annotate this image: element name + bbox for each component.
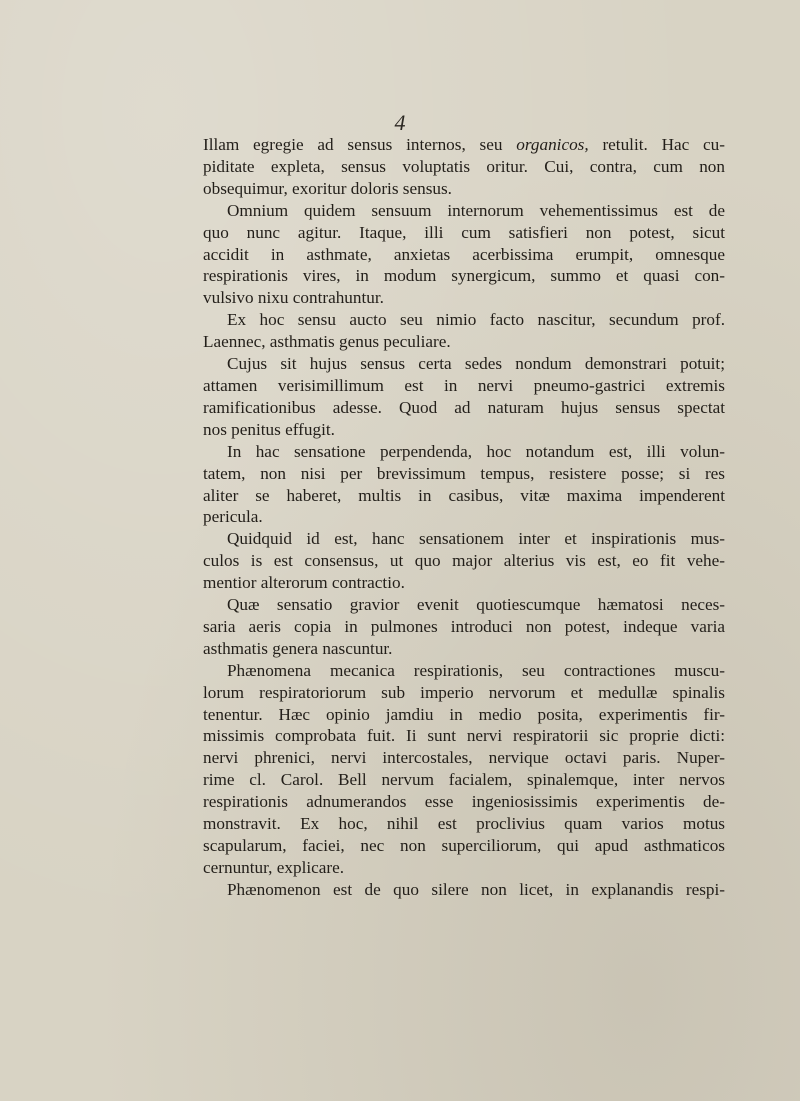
text-line: Laennec, asthmatis genus peculiare. (203, 332, 451, 352)
text-line: tatem, non nisi per brevissimum tempus, resistere posse; si res (203, 463, 725, 483)
text-line: respirationis vires, in modum synergicum, summo et quasi con- (203, 266, 725, 286)
text-line: missimis comprobata fuit. Ii sunt nervi respiratorii sic proprie dicti: (203, 726, 725, 746)
page-number: 4 (394, 110, 406, 135)
text-line: Illam egregie ad sensus internos, seu organicos, retulit. Hac cu- (203, 135, 725, 154)
text-line: quo nunc agitur. Itaque, illi cum satisfieri non potest, sicut (203, 222, 725, 242)
text-line: rime cl. Carol. Bell nervum facialem, spinalemque, inter nervos (203, 770, 725, 790)
text-line: lorum respiratoriorum sub imperio nervorum et medullæ spinalis (203, 682, 725, 702)
text-line: accidit in asthmate, anxietas acerbissima erumpit, omnesque (203, 244, 725, 264)
text-line: nos penitus effugit. (203, 419, 335, 439)
text-line: scapularum, faciei, nec non superciliorum, qui apud asthmaticos (203, 836, 725, 855)
text-line: nervi phrenici, nervi intercostales, nervique octavi paris. Nuper- (203, 748, 725, 768)
text-line: pericula. (203, 507, 263, 527)
text-line: saria aeris copia in pulmones introduci non potest, indeque varia (203, 616, 725, 636)
text-line: Phænomena mecanica respirationis, seu contractiones muscu- (227, 660, 725, 680)
text-line: piditate expleta, sensus voluptatis oritur. Cui, contra, cum non (203, 156, 725, 176)
text-line: mentior alterorum contractio. (203, 573, 405, 593)
text-line: In hac sensatione perpendenda, hoc notandum est, illi volun- (227, 441, 725, 461)
text-line: cernuntur, explicare. (203, 857, 345, 877)
text-line: culos is est consensus, ut quo major alterius vis est, eo fit vehe- (203, 551, 725, 571)
text-line: Omnium quidem sensuum internorum vehementissimus est de (227, 200, 725, 220)
text-line: aliter se haberet, multis in casibus, vitæ maxima impenderent (203, 485, 725, 505)
text-line: monstravit. Ex hoc, nihil est proclivius quam varios motus (203, 814, 725, 834)
text-line: obsequimur, exoritur doloris sensus. (203, 178, 452, 198)
text-line: Cujus sit hujus sensus certa sedes nondum demonstrari potuit; (227, 354, 725, 374)
text-line: Ex hoc sensu aucto seu nimio facto nascitur, secundum prof. (227, 310, 725, 330)
text-line: ramificationibus adesse. Quod ad naturam hujus sensus spectat (203, 397, 725, 417)
text-line: Quidquid id est, hanc sensationem inter et inspirationis mus- (227, 529, 725, 549)
text-line: attamen verisimillimum est in nervi pneumo-gastrici extremis (203, 375, 725, 395)
text-line: Phænomenon est de quo silere non licet, in explanandis respi- (227, 879, 725, 899)
text-line: respirationis adnumerandos esse ingeniosissimis experimentis de- (203, 792, 725, 812)
text-line: vulsivo nixu contrahuntur. (203, 288, 384, 308)
body-text (203, 134, 725, 901)
text-line: Quæ sensatio gravior evenit quotiescumque hæmatosi neces- (227, 595, 725, 615)
text-line: asthmatis genera nascuntur. (203, 638, 393, 658)
text-line: tenentur. Hæc opinio jamdiu in medio posita, experimentis fir- (203, 704, 725, 724)
